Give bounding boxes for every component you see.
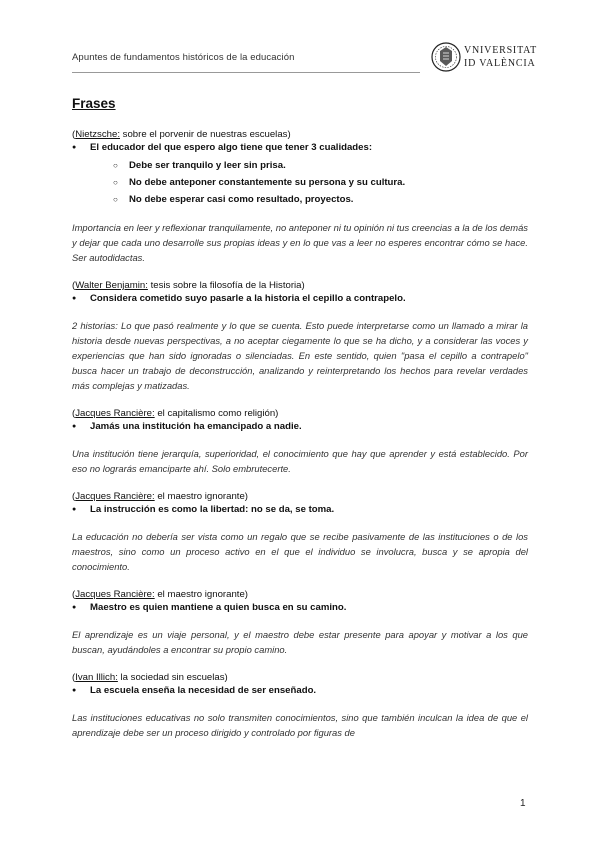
sub-bullet: ○ Debe ser tranquilo y leer sin prisa. bbox=[129, 157, 528, 174]
bullet-list bbox=[72, 684, 528, 698]
sub-bullet: ○ No debe esperar casi como resultado, proyectos. bbox=[129, 191, 528, 208]
work-title: sobre el porvenir de nuestras escuelas) bbox=[120, 129, 291, 140]
quote-source: (Jacques Rancière: el capitalismo como religión) bbox=[72, 408, 279, 419]
work-title: tesis sobre la filosofía de la Historia) bbox=[147, 280, 305, 291]
work-title: la sociedad sin escuelas) bbox=[117, 672, 228, 683]
document-body bbox=[72, 96, 528, 754]
author-link: Jacques Rancière: bbox=[75, 408, 155, 419]
quote-source: (Jacques Rancière: el maestro ignorante) bbox=[72, 491, 248, 502]
quote-source: (Walter Benjamin: tesis sobre la filosofía de la Historia) bbox=[72, 280, 305, 291]
university-logo bbox=[430, 40, 537, 74]
quote-block-ranciere-1 bbox=[72, 407, 528, 476]
quote-commentary: Las instituciones educativas no solo transmiten conocimientos, sino que también inculcan la idea de que el aprendizaje debe ser un proceso dirigido y controlado por figuras de bbox=[72, 712, 528, 738]
bullet-list bbox=[72, 503, 528, 517]
quote-block-ranciere-3 bbox=[72, 588, 528, 657]
header-divider bbox=[72, 72, 420, 73]
quote-commentary: El aprendizaje es un viaje personal, y el maestro debe estar presente para apoyar y motivar a los que buscan, ayudándoles a encontrar su propio camino. bbox=[72, 629, 528, 655]
quote-block-benjamin bbox=[72, 279, 528, 393]
author-link: Walter Benjamin: bbox=[75, 280, 148, 291]
quote-bullet: ● La instrucción es como la libertad: no se da, se toma. bbox=[90, 503, 528, 517]
author-link: Nietzsche: bbox=[75, 129, 120, 140]
quote-bullet bbox=[90, 141, 528, 208]
sub-bullet-list bbox=[90, 157, 528, 208]
quote-bullet: ● La escuela enseña la necesidad de ser enseñado. bbox=[90, 684, 528, 698]
quote-bullet: ● Jamás una institución ha emancipado a nadie. bbox=[90, 420, 528, 434]
sub-bullet: ○ No debe anteponer constantemente su persona y su cultura. bbox=[129, 174, 528, 191]
section-title: Frases bbox=[72, 96, 116, 111]
work-title: el maestro ignorante) bbox=[154, 491, 248, 502]
work-title: el capitalismo como religión) bbox=[154, 408, 279, 419]
logo-wordmark bbox=[464, 44, 537, 70]
quote-source: (Nietzsche: sobre el porvenir de nuestras escuelas) bbox=[72, 129, 291, 140]
university-seal-icon bbox=[430, 40, 462, 74]
bullet-list bbox=[72, 601, 528, 615]
quote-commentary: 2 historias: Lo que pasó realmente y lo que se cuenta. Esto puede interpretarse como un llamado a mirar la historia desde nuevas perspectivas, a no aceptar ciegamente lo que se ha dicho, y a considerar las voces y experiencias que han sido ignoradas o silenciadas. En este sentido, quien "pasa el cepillo a contrapelo" busca hacer un trabajo de deconstrucción, analizando y reinterpretando los hechos para revelar verdades más complejas y matizadas. bbox=[72, 320, 528, 391]
quote-source: (Jacques Rancière: el maestro ignorante) bbox=[72, 589, 248, 600]
quote-bullet: ● Considera cometido suyo pasarle a la historia el cepillo a contrapelo. bbox=[90, 292, 528, 306]
quote-block-nietzsche bbox=[72, 128, 528, 265]
quote-block-ranciere-2 bbox=[72, 490, 528, 574]
document-header-title: Apuntes de fundamentos históricos de la educación bbox=[72, 52, 295, 63]
author-link: Jacques Rancière: bbox=[75, 491, 155, 502]
work-title: el maestro ignorante) bbox=[154, 589, 248, 600]
bullet-list bbox=[72, 420, 528, 434]
quote-commentary: La educación no debería ser vista como un regalo que se recibe pasivamente de las instituciones o de los maestros, sino como un proceso activo en el que el individuo se involucra, busca y se apropia del conocimiento. bbox=[72, 531, 528, 572]
page-number: 1 bbox=[520, 798, 526, 809]
quote-commentary: Importancia en leer y reflexionar tranquilamente, no anteponer ni tu opinión ni tus creencias a la de los demás y dejar que cada uno desarrolle sus propias ideas y en lo que vas a leer no esperes encontrar cómo se hace. Ser autodidactas. bbox=[72, 222, 528, 263]
author-link: Ivan Illich: bbox=[75, 672, 118, 683]
quote-commentary: Una institución tiene jerarquía, superioridad, el conocimiento que hay que aprender y está establecido. Por eso no lograrás emanciparte ahí. Solo embrutecerte. bbox=[72, 448, 528, 474]
quote-bullet: ● Maestro es quien mantiene a quien busca en su camino. bbox=[90, 601, 528, 615]
logo-line-1: VNIVERSITAT bbox=[464, 45, 537, 56]
bullet-list bbox=[72, 292, 528, 306]
author-link: Jacques Rancière: bbox=[75, 589, 155, 600]
logo-line-2: ID VALÈNCIA bbox=[464, 58, 536, 69]
quote-source: (Ivan Illich: la sociedad sin escuelas) bbox=[72, 672, 228, 683]
bullet-list bbox=[72, 141, 528, 208]
quote-block-illich bbox=[72, 671, 528, 740]
quote-text: El educador del que espero algo tiene que tener 3 cualidades: bbox=[90, 142, 373, 153]
